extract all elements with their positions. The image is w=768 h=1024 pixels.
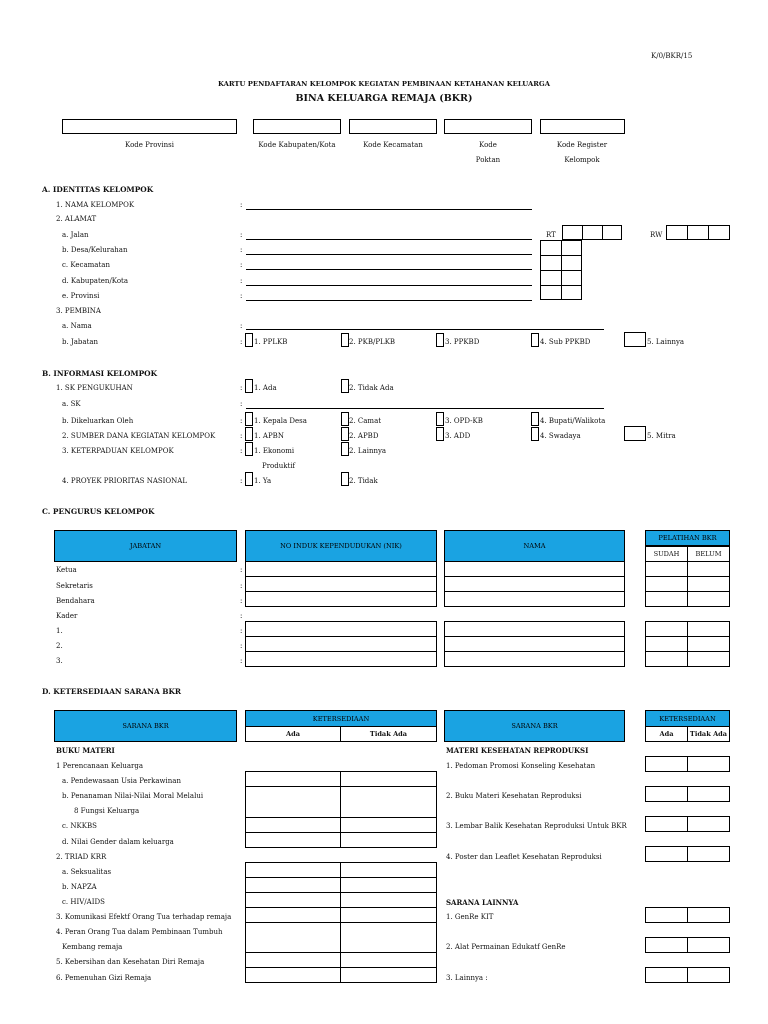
kabupaten-line[interactable] [246,285,532,286]
jabatan-option-4: 4. Sub PPKBD [540,338,591,346]
colon: : [240,338,243,346]
nama-field-kader-1[interactable] [444,621,625,637]
right-item: 2. Alat Permainan Edukatf GenRe [446,943,566,951]
row-label-kader-1: 1. [56,627,63,635]
belum-field-sekretaris[interactable] [687,576,730,592]
tidak-ada-field-nilai-moral[interactable] [340,786,437,818]
kode-provinsi-label: Kode Provinsi [125,141,174,149]
sudah-field-ketua[interactable] [645,561,688,577]
ada-field-pendewasaan[interactable] [245,771,341,787]
dikeluarkan-label: b. Dikeluarkan Oleh [62,417,134,425]
kode-provinsi-field[interactable] [62,119,237,134]
ada-field-alat-permainan[interactable] [645,937,688,953]
sk-option-2: 2. Tidak Ada [349,384,394,392]
header-ketersediaan-left: KETERSEDIAAN [245,710,437,727]
kode-poktan-label-2: Poktan [475,156,501,164]
left-item: 2. TRIAD KRR [56,853,107,861]
jalan-label: a. Jalan [62,231,89,239]
ada-field-pedoman[interactable] [645,756,688,772]
left-item: 3. Komunikasi Efektf Orang Tua terhadap remaja [56,913,232,921]
keterpaduan-option-2: 2. Lainnya [349,447,387,455]
tidak-ada-field-lainnya[interactable] [687,967,730,983]
nama-field-sekretaris[interactable] [444,576,625,592]
kode-kabupaten-field[interactable] [253,119,341,134]
proyek-option-2: 2. Tidak [349,477,378,485]
colon: : [240,246,243,254]
sumber-checkbox-1[interactable] [245,427,253,441]
kode-register-label-1: Kode Register [556,141,608,149]
tidak-ada-field-komunikasi[interactable] [340,907,437,923]
page-title: BINA KELUARGA REMAJA (BKR) [295,93,473,104]
nik-field-ketua[interactable] [245,561,437,577]
nama-kelompok-label: 1. NAMA KELOMPOK [56,201,135,209]
header-nik: NO INDUK KEPENDUDUKAN (NIK) [245,530,437,562]
proyek-checkbox-2[interactable] [341,472,349,486]
dikeluarkan-checkbox-3[interactable] [436,412,444,426]
jabatan-checkbox-4[interactable] [531,333,539,347]
left-item: 5. Kebersihan dan Kesehatan Diri Remaja [56,958,205,966]
colon: : [240,447,243,455]
sk-checkbox-1[interactable] [245,379,253,393]
proyek-checkbox-1[interactable] [245,472,253,486]
desa-code-cell [540,255,582,256]
sumber-option-5: 5. Mitra [647,432,676,440]
dikeluarkan-checkbox-4[interactable] [531,412,539,426]
sumber-option-1: 1. APBN [254,432,284,440]
left-item: 4. Peran Orang Tua dalam Pembinaan Tumbuh [56,928,223,936]
tidak-ada-field-gender[interactable] [340,832,437,848]
section-d-title: D. KETERSEDIAAN SARANA BKR [42,687,182,696]
belum-field-kader-1[interactable] [687,621,730,637]
colon: : [240,292,243,300]
sumber-checkbox-2[interactable] [341,427,349,441]
tidak-ada-field-lembar-balik[interactable] [687,816,730,832]
provinsi-line[interactable] [246,300,532,301]
sudah-field-sekretaris[interactable] [645,576,688,592]
colon: : [240,566,243,574]
tidak-ada-field-gizi[interactable] [340,967,437,983]
header-ada-right: Ada [645,726,688,742]
tidak-ada-field-hiv[interactable] [340,892,437,908]
desa-label: b. Desa/Kelurahan [62,246,128,254]
ada-field-napza[interactable] [245,877,341,893]
left-item: d. Nilai Gender dalam keluarga [62,838,174,846]
kode-register-label-2: Kelompok [564,156,600,164]
row-label-kader: Kader [56,612,78,620]
right-item: 1. GenRe KIT [446,913,494,921]
dikeluarkan-option-4: 4. Bupati/Walikota [540,417,606,425]
nik-field-kader-3[interactable] [245,651,437,667]
dikeluarkan-checkbox-2[interactable] [341,412,349,426]
sumber-dana-label: 2. SUMBER DANA KEGIATAN KELOMPOK [62,432,216,440]
row-label-sekretaris: Sekretaris [56,582,93,590]
keterpaduan-checkbox-2[interactable] [341,442,349,456]
rt-field-cell [582,225,583,240]
ada-field-lainnya[interactable] [645,967,688,983]
dikeluarkan-checkbox-1[interactable] [245,412,253,426]
row-label-kader-2: 2. [56,642,63,650]
rw-field-cell [708,225,709,240]
colon: : [240,657,243,665]
dikeluarkan-option-1: 1. Kepala Desa [254,417,307,425]
header-ada-left: Ada [245,726,341,742]
left-item: b. Penanaman Nilai-Nilai Moral Melalui [62,792,204,800]
colon: : [240,261,243,269]
ada-field-gender[interactable] [245,832,341,848]
nik-field-sekretaris[interactable] [245,576,437,592]
tidak-ada-field-buku-kespro[interactable] [687,786,730,802]
header-sudah: SUDAH [645,546,688,562]
header-ketersediaan-right: KETERSEDIAAN [645,710,730,727]
header-belum: BELUM [687,546,730,562]
colon: : [240,627,243,635]
left-item: c. HIV/AIDS [62,898,105,906]
sudah-field-kader-2[interactable] [645,636,688,652]
header-tidak-ada-right: Tidak Ada [687,726,730,742]
ada-field-peran-orang-tua[interactable] [245,922,341,953]
kecamatan-label: c. Kecamatan [62,261,110,269]
keterpaduan-checkbox-1[interactable] [245,442,253,456]
right-item: 1. Pedoman Promosi Konseling Kesehatan [446,762,596,770]
sk-a-label: a. SK [62,400,81,408]
tidak-ada-field-nkkbs[interactable] [340,817,437,833]
nama-field-ketua[interactable] [444,561,625,577]
desa-line[interactable] [246,254,532,255]
jabatan-option-5: 5. Lainnya [647,338,685,346]
kode-kabupaten-label: Kode Kabupaten/Kota [258,141,336,149]
row-label-bendahara: Bendahara [56,597,95,605]
colon: : [240,597,243,605]
kode-register-field[interactable] [540,119,625,134]
nik-field-kader-2[interactable] [245,636,437,652]
tidak-ada-field-pedoman[interactable] [687,756,730,772]
tidak-ada-field-seksualitas[interactable] [340,862,437,878]
left-item: 6. Pemenuhan Gizi Remaja [56,974,152,982]
nama-field-kader-3[interactable] [444,651,625,667]
rt-label: RT [546,231,556,239]
keterpaduan-option-1-extra: Produktif [262,462,296,470]
dikeluarkan-option-2: 2. Camat [349,417,382,425]
section-a-title: A. IDENTITAS KELOMPOK [42,185,154,194]
sumber-option-3: 3. ADD [445,432,471,440]
sk-checkbox-2[interactable] [341,379,349,393]
title-line-1: KARTU PENDAFTARAN KELOMPOK KEGIATAN PEMBINAAN KETAHANAN KELUARGA [218,80,550,88]
sudah-field-bendahara[interactable] [645,591,688,607]
left-item: 1 Perencanaan Keluarga [56,762,144,770]
left-item: b. NAPZA [62,883,97,891]
left-item: Kembang remaja [62,943,123,951]
sumber-option-4: 4. Swadaya [540,432,581,440]
pembina-nama-label: a. Nama [62,322,92,330]
jabatan-checkbox-2[interactable] [341,333,349,347]
rw-label: RW [650,231,663,239]
kode-poktan-label-1: Kode [479,141,497,149]
right-item: 3. Lembar Balik Kesehatan Reproduksi Untuk BKR [446,822,627,830]
colon: : [240,277,243,285]
colon: : [240,384,243,392]
sudah-field-kader-3[interactable] [645,651,688,667]
dikeluarkan-option-3: 3. OPD-KB [445,417,483,425]
left-item: 8 Fungsi Keluarga [74,807,140,815]
kode-poktan-field[interactable] [444,119,532,134]
right-item: 4. Poster dan Leaflet Kesehatan Reproduksi [446,853,602,861]
tidak-ada-field-poster[interactable] [687,846,730,862]
sumber-checkbox-5[interactable] [624,426,646,441]
kabupaten-label: d. Kabupaten/Kota [62,277,129,285]
header-nama: NAMA [444,530,625,562]
sk-label: 1. SK PENGUKUHAN [56,384,133,392]
pembina-jabatan-label: b. Jabatan [62,338,99,346]
colon: : [240,612,243,620]
jabatan-option-2: 2. PKB/PLKB [349,338,396,346]
tidak-ada-field-kebersihan[interactable] [340,952,437,968]
rw-field[interactable] [666,225,730,240]
colon: : [240,477,243,485]
sumber-option-2: 2. APBD [349,432,379,440]
ada-field-nilai-moral[interactable] [245,786,341,818]
keterpaduan-label: 3. KETERPADUAN KELOMPOK [62,447,174,455]
ada-field-gizi[interactable] [245,967,341,983]
jalan-line[interactable] [246,239,532,240]
header-pelatihan: PELATIHAN BKR [645,530,730,546]
jabatan-checkbox-3[interactable] [436,333,444,347]
ada-field-kebersihan[interactable] [245,952,341,968]
belum-field-kader-3[interactable] [687,651,730,667]
sumber-checkbox-4[interactable] [531,427,539,441]
jabatan-option-1: 1. PPLKB [254,338,288,346]
colon: : [240,582,243,590]
ada-field-hiv[interactable] [245,892,341,908]
kecamatan-line[interactable] [246,269,532,270]
tidak-ada-field-pendewasaan[interactable] [340,771,437,787]
right-item: 3. Lainnya : [446,974,488,982]
ada-field-lembar-balik[interactable] [645,816,688,832]
ada-field-poster[interactable] [645,846,688,862]
ada-field-seksualitas[interactable] [245,862,341,878]
rt-field-cell [602,225,603,240]
tidak-ada-field-peran-orang-tua[interactable] [340,922,437,953]
left-item: a. Seksualitas [62,868,112,876]
sudah-field-kader-1[interactable] [645,621,688,637]
left-item: c. NKKBS [62,822,97,830]
sumber-checkbox-3[interactable] [436,427,444,441]
colon: : [240,400,243,408]
colon: : [240,201,243,209]
jabatan-option-3: 3. PPKBD [445,338,480,346]
alamat-label: 2. ALAMAT [56,215,97,223]
ada-field-nkkbs[interactable] [245,817,341,833]
nama-kelompok-line[interactable] [246,209,532,210]
ada-field-buku-kespro[interactable] [645,786,688,802]
buku-materi-heading: BUKU MATERI [56,746,115,755]
left-item: a. Pendewasaan Usia Perkawinan [62,777,181,785]
sarana-lainnya-heading: SARANA LAINNYA [446,898,519,907]
tidak-ada-field-napza[interactable] [340,877,437,893]
nama-field-kader-2[interactable] [444,636,625,652]
ada-field-komunikasi[interactable] [245,907,341,923]
row-label-kader-3: 3. [56,657,63,665]
section-c-title: C. PENGURUS KELOMPOK [42,507,155,516]
kode-kecamatan-label: Kode Kecamatan [363,141,423,149]
jabatan-checkbox-5[interactable] [624,332,646,347]
materi-kespro-heading: MATERI KESEHATAN REPRODUKSI [446,746,589,755]
nik-field-bendahara[interactable] [245,591,437,607]
belum-field-bendahara[interactable] [687,591,730,607]
proyek-option-1: 1. Ya [254,477,272,485]
nama-field-bendahara[interactable] [444,591,625,607]
right-item: 2. Buku Materi Kesehatan Reproduksi [446,792,582,800]
rw-field-cell [687,225,688,240]
belum-field-ketua[interactable] [687,561,730,577]
provinsi-label: e. Provinsi [62,292,100,300]
tidak-ada-field-alat-permainan[interactable] [687,937,730,953]
header-jabatan: JABATAN [54,530,237,562]
desa-code-cell [540,270,582,271]
sk-line[interactable] [246,408,604,409]
colon: : [240,417,243,425]
header-tidak-ada-left: Tidak Ada [340,726,437,742]
desa-code-cell [540,285,582,286]
sk-option-1: 1. Ada [254,384,277,392]
nik-field-kader-1[interactable] [245,621,437,637]
ada-field-genre-kit[interactable] [645,907,688,923]
header-sarana-left: SARANA BKR [54,710,237,742]
keterpaduan-option-1: 1. Ekonomi [254,447,295,455]
jabatan-checkbox-1[interactable] [245,333,253,347]
colon: : [240,432,243,440]
colon: : [240,322,243,330]
section-b-title: B. INFORMASI KELOMPOK [42,369,158,378]
belum-field-kader-2[interactable] [687,636,730,652]
document-code: K/0/BKR/15 [651,52,693,60]
pembina-label: 3. PEMBINA [56,307,101,315]
tidak-ada-field-genre-kit[interactable] [687,907,730,923]
proyek-label: 4. PROYEK PRIORITAS NASIONAL [62,477,187,485]
colon: : [240,642,243,650]
rt-field[interactable] [562,225,622,240]
colon: : [240,231,243,239]
header-sarana-right: SARANA BKR [444,710,625,742]
kode-kecamatan-field[interactable] [349,119,437,134]
row-label-ketua: Ketua [56,566,77,574]
pembina-nama-line[interactable] [246,329,604,330]
